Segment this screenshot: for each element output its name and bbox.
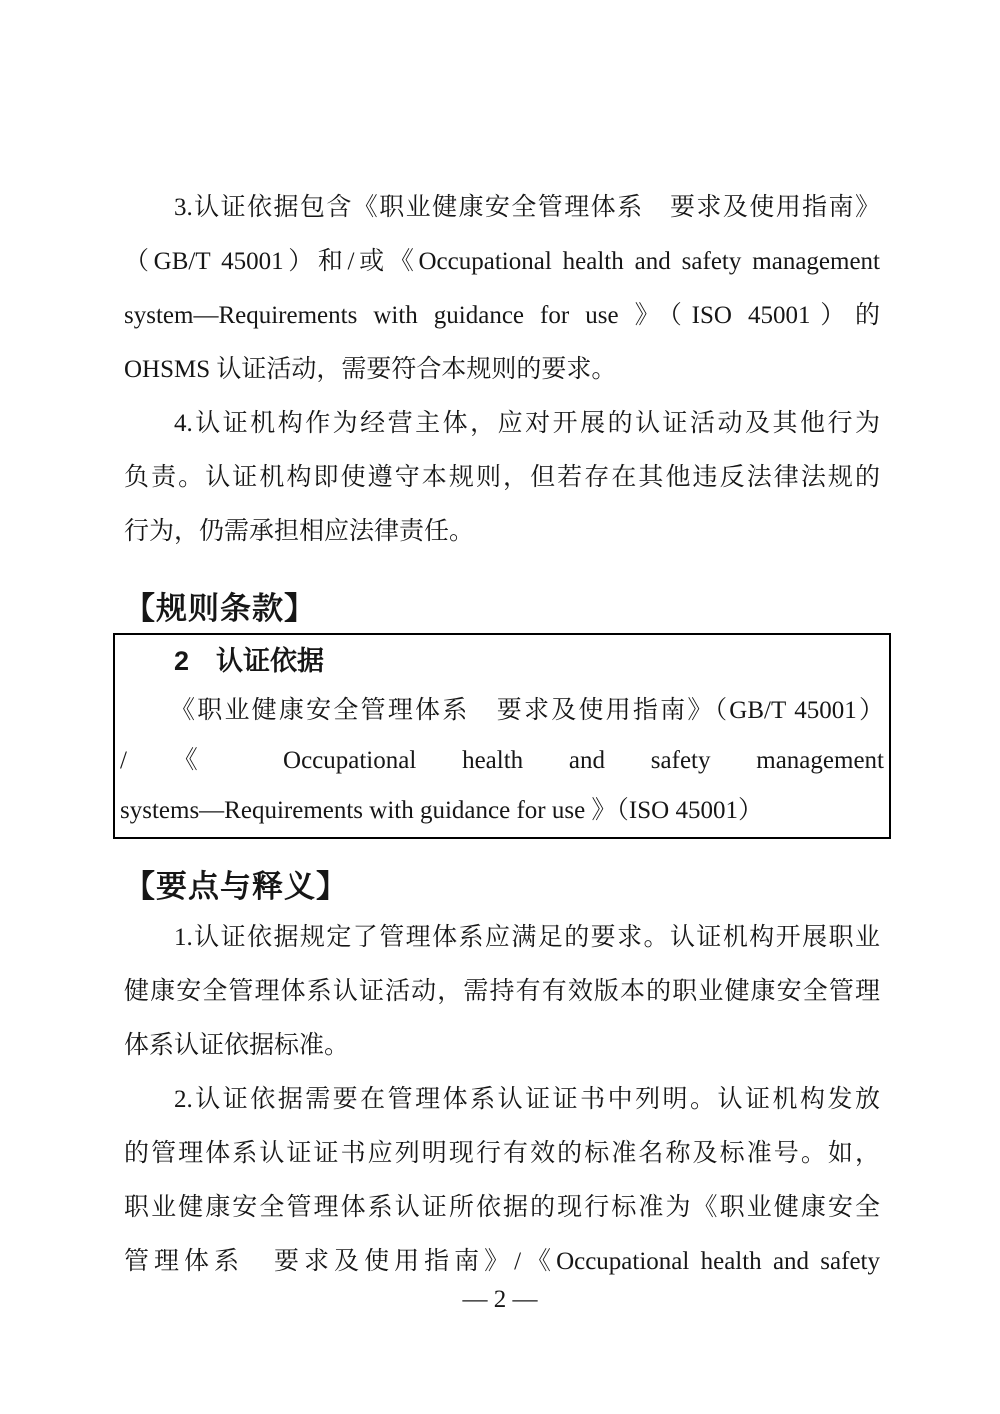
text-line: 职业健康安全管理体系认证所依据的现行标准为《职业健康安全 (124, 1194, 880, 1221)
text-line: OHSMS 认证活动，需要符合本规则的要求。 (124, 356, 617, 383)
text-line: 4.认证机构作为经营主体，应对开展的认证活动及其他行为 (174, 410, 880, 437)
page-content (120, 181, 884, 1289)
text-line: （GB/T 45001）和/或《Occupational health and safety management (124, 248, 880, 275)
paragraph-2 (124, 1073, 880, 1289)
text-line: 管理体系 要求及使用指南》/《Occupational health and safety (124, 1248, 880, 1275)
text-line: 3.认证依据包含《职业健康安全管理体系 要求及使用指南》 (174, 194, 880, 221)
paragraph-3 (124, 181, 880, 397)
rule-clause-heading: 【规则条款】 (124, 591, 316, 626)
text-line: 行为，仍需承担相应法律责任。 (124, 518, 475, 545)
text-line: 健康安全管理体系认证活动，需持有有效版本的职业健康安全管理 (124, 978, 880, 1005)
text-line: systems—Requirements with guidance for use 》（ISO 45001） (120, 797, 763, 824)
text-line: 2.认证依据需要在管理体系认证证书中列明。认证机构发放 (174, 1086, 880, 1113)
clause-title: 2 认证依据 (174, 646, 325, 676)
text-line: 《职业健康安全管理体系 要求及使用指南》（GB/T 45001） (170, 697, 884, 724)
text-line: 体系认证依据标准。 (124, 1032, 350, 1059)
paragraph-4 (124, 397, 880, 559)
text-line: 的管理体系认证证书应列明现行有效的标准名称及标准号。如， (124, 1140, 880, 1167)
page-number: — 2 — (462, 1286, 538, 1313)
key-points-heading: 【要点与释义】 (124, 869, 348, 904)
paragraph-1 (124, 911, 880, 1073)
text-line: system—Requirements with guidance for use 》（ISO 45001）的 (124, 302, 880, 329)
text-line: / 《 Occupational health and safety management (120, 747, 884, 774)
text-line: 负责。认证机构即使遵守本规则，但若存在其他违反法律法规的 (124, 464, 880, 491)
text-line: 1.认证依据规定了管理体系应满足的要求。认证机构开展职业 (174, 924, 880, 951)
rule-clause-box (113, 633, 891, 839)
